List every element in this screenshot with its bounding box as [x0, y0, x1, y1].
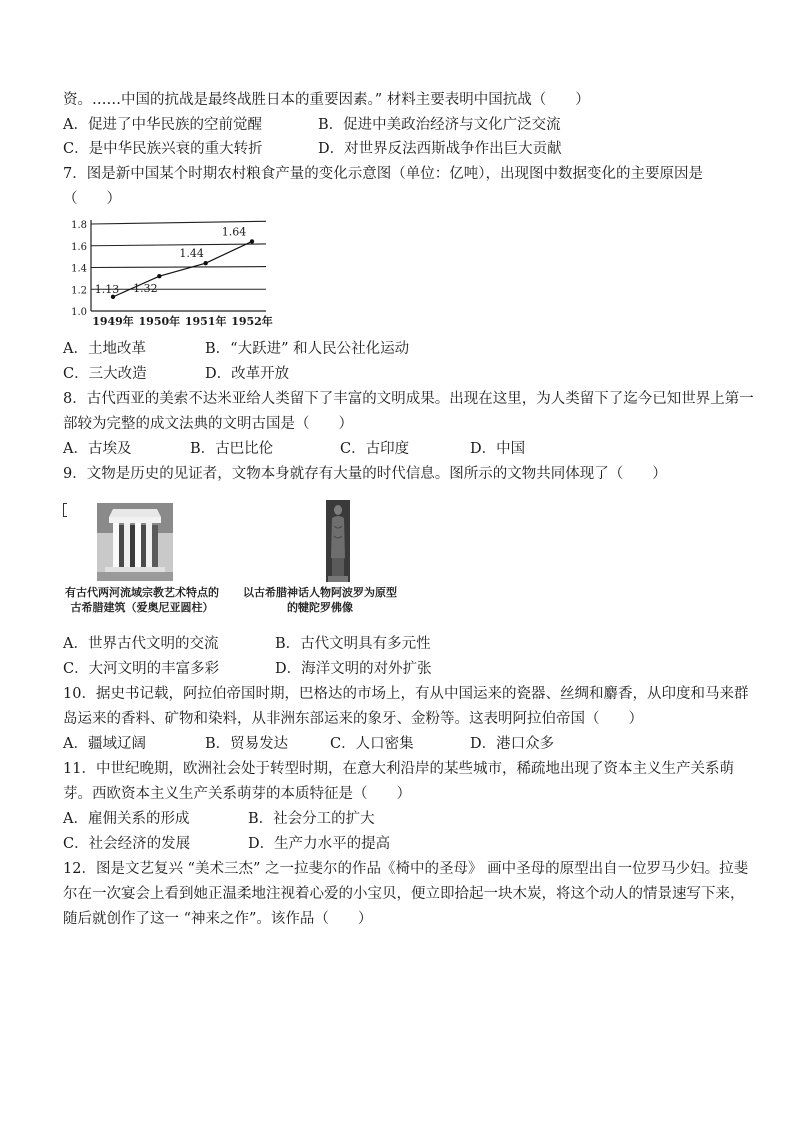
q12-stem-line2: 尔在一次宴会上看到她正温柔地注视着心爱的小宝贝，便立即拾起一块木炭，将这个动人的情景速写下来，	[63, 886, 745, 902]
q6-option-a[interactable]: A．促进了中华民族的空前觉醒	[63, 117, 262, 133]
data-point	[157, 274, 161, 278]
q8-option-b[interactable]: B．古巴比伦	[190, 441, 274, 457]
q7-stem: 7．图是新中国某个时期农村粮食产量的变化示意图（单位：亿吨），出现图中数据变化的主要原因是	[63, 166, 703, 182]
q11-stem-line1: 11．中世纪晚期，欧洲社会处于转型时期，在意大利沿岸的某些城市，稀疏地出现了资本主义生产关系萌	[63, 761, 734, 777]
figure-bracket-mark	[63, 503, 67, 517]
x-tick-label: 1951年	[184, 315, 227, 328]
photo2-caption-line2: 的犍陀罗佛像	[287, 601, 353, 614]
y-tick-label: 1.0	[71, 307, 87, 318]
x-tick-label: 1950年	[138, 315, 181, 328]
gridline	[91, 221, 266, 224]
q11-option-c[interactable]: C．社会经济的发展	[63, 836, 191, 852]
q6-stem: 资。……中国的抗战是最终战胜日本的重要因素。” 材料主要表明中国抗战（ ）	[63, 92, 590, 108]
q9-option-a[interactable]: A．世界古代文明的交流	[63, 636, 219, 652]
q8-stem-line1: 8．古代西亚的美索不达米亚给人类留下了丰富的文明成果。出现在这里，为人类留下了迄今已知世界上第一	[63, 391, 754, 407]
photo1-caption-line1: 有古代两河流域宗教艺术特点的	[65, 586, 219, 599]
q9-option-d[interactable]: D．海洋文明的对外扩张	[275, 661, 432, 677]
q12-stem-line3: 随后就创作了这一 “神来之作”。该作品（ ）	[63, 911, 373, 927]
q10-stem-line1: 10．据史书记载，阿拉伯帝国时期，巴格达的市场上，有从中国运来的瓷器、丝绸和麝香，从印度和马来群	[63, 686, 749, 702]
q9-option-c[interactable]: C．大河文明的丰富多彩	[63, 661, 220, 677]
grain-output-line-chart	[63, 212, 278, 332]
data-label: 1.13	[94, 282, 120, 296]
q11-option-d[interactable]: D．生产力水平的提高	[248, 836, 391, 852]
gandhara-buddha-photo	[326, 500, 350, 582]
gridline	[91, 267, 266, 268]
q6-option-c[interactable]: C．是中华民族兴衰的重大转折	[63, 141, 263, 157]
q6-option-b[interactable]: B．促进中美政治经济与文化广泛交流	[318, 117, 561, 133]
q10-option-b[interactable]: B．贸易发达	[205, 736, 289, 752]
q11-option-b[interactable]: B．社会分工的扩大	[248, 811, 375, 827]
q6-option-d[interactable]: D．对世界反法西斯战争作出巨大贡献	[318, 141, 562, 157]
y-tick-label: 1.4	[71, 263, 87, 275]
q8-stem-line2: 部较为完整的成文法典的文明古国是（ ）	[63, 416, 353, 432]
y-tick-label: 1.6	[71, 241, 87, 253]
y-tick-label: 1.2	[71, 285, 87, 297]
q10-option-d[interactable]: D．港口众多	[470, 736, 555, 752]
q10-option-a[interactable]: A．疆域辽阔	[63, 736, 146, 752]
data-point	[250, 239, 254, 243]
q7-option-c[interactable]: C．三大改造	[63, 366, 147, 382]
q9-stem: 9．文物是历史的见证者，文物本身就存有大量的时代信息。图所示的文物共同体现了（ ）	[63, 466, 667, 482]
q7-answer-paren: （ ）	[63, 191, 121, 207]
q9-option-b[interactable]: B．古代文明具有多元性	[275, 636, 431, 652]
q8-option-d[interactable]: D．中国	[470, 441, 526, 457]
q10-stem-line2: 岛运来的香料、矿物和染料，从非洲东部运来的象牙、金粉等。这表明阿拉伯帝国（ ）	[63, 711, 643, 727]
data-label: 1.32	[133, 282, 158, 296]
data-label: 1.44	[179, 247, 204, 261]
data-point	[203, 261, 207, 265]
q7-option-d[interactable]: D．改革开放	[205, 366, 290, 382]
data-label: 1.64	[221, 225, 247, 239]
q7-option-b[interactable]: B．“大跃进” 和人民公社化运动	[205, 341, 410, 357]
photo1-caption-line2: 古希腊建筑（爱奥尼亚圆柱）	[70, 601, 214, 614]
ionic-temple-photo	[97, 503, 173, 581]
q10-option-c[interactable]: C．人口密集	[330, 736, 414, 752]
q8-option-c[interactable]: C．古印度	[340, 441, 410, 457]
q11-option-a[interactable]: A．雇佣关系的形成	[63, 811, 190, 827]
q7-option-a[interactable]: A．土地改革	[63, 341, 146, 357]
q12-stem-line1: 12．图是文艺复兴 “美术三杰” 之一拉斐尔的作品《椅中的圣母》 画中圣母的原型出自一位罗马少妇。拉斐	[63, 861, 749, 877]
q11-stem-line2: 芽。西欧资本主义生产关系萌芽的本质特征是（ ）	[63, 786, 411, 802]
x-tick-label: 1949年	[92, 315, 134, 328]
gridline	[91, 244, 266, 246]
x-tick-label: 1952年	[231, 315, 273, 328]
q8-option-a[interactable]: A．古埃及	[63, 441, 132, 457]
y-tick-label: 1.8	[71, 220, 87, 231]
photo2-caption-line1: 以古希腊神话人物阿波罗为原型	[243, 586, 397, 599]
